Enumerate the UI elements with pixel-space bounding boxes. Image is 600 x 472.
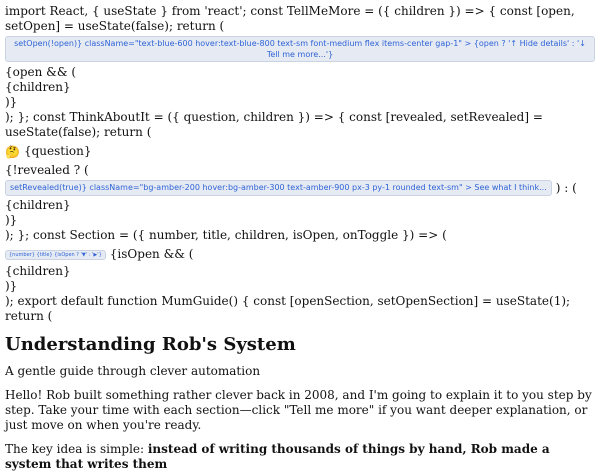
code-line-6: {!revealed ? (: [5, 163, 89, 177]
reveal-row: [5, 180, 595, 196]
code-line-1: import React, { useState } from 'react'; const TellMeMore = ({ children }) => { const [open, setOpen] = useState(false); return (: [5, 4, 575, 33]
thinking-face-icon: 🤔: [5, 144, 20, 159]
section-toggle-button[interactable]: {number} {title} {isOpen ? '▼' : '▶'}: [5, 250, 106, 260]
page-title: Understanding Rob's System: [5, 334, 296, 355]
intro-paragraph: Hello! Rob built something rather clever back in 2008, and I'm going to explain it to you step by step. Take your time with each section—click "Tell me more" if you want deeper explanation, or just move on when you're ready.: [5, 388, 592, 432]
question-row: [5, 144, 595, 159]
code-line-10: {children}: [5, 264, 71, 278]
section-toggle-suffix: {isOpen && (: [109, 247, 194, 261]
code-line-9: ); }; const Section = ({ number, title, children, isOpen, onToggle }) => (: [5, 228, 447, 242]
key-idea-paragraph: [5, 442, 595, 472]
tell-me-more-button[interactable]: setOpen(!open)} className="text-blue-600 hover:text-blue-800 text-sm font-medium flex items-center gap-1" > {open ? '↑ Hide details' : '↓ Tell me more...'}: [5, 36, 595, 62]
code-line-3: {children}: [5, 80, 71, 94]
reveal-suffix: ) : (: [555, 180, 577, 195]
code-line-5: ); }; const ThinkAboutIt = ({ question, children }) => { const [revealed, setRevealed] = useState(false); return (: [5, 110, 543, 139]
page-subtitle: A gentle guide through clever automation: [5, 364, 261, 378]
code-line-4: )}: [5, 95, 18, 109]
see-what-i-think-button[interactable]: setRevealed(true)} className="bg-amber-200 hover:bg-amber-300 text-amber-900 px-3 py-1 rounded text-sm" > See what I think...: [5, 180, 552, 196]
section-toggle-row: [5, 247, 595, 262]
code-line-8: )}: [5, 213, 18, 227]
key-idea-prefix: The key idea is simple:: [5, 442, 148, 456]
question-text: {question}: [23, 144, 92, 158]
code-line-11: )}: [5, 279, 18, 293]
key-idea-bold: instead of writing thousands of things by hand, Rob made a system that writes them: [5, 442, 550, 471]
code-line-2: {open && (: [5, 65, 77, 79]
code-line-7: {children}: [5, 198, 71, 212]
code-line-12: ); export default function MumGuide() { const [openSection, setOpenSection] = useState(1); return (: [5, 294, 571, 323]
